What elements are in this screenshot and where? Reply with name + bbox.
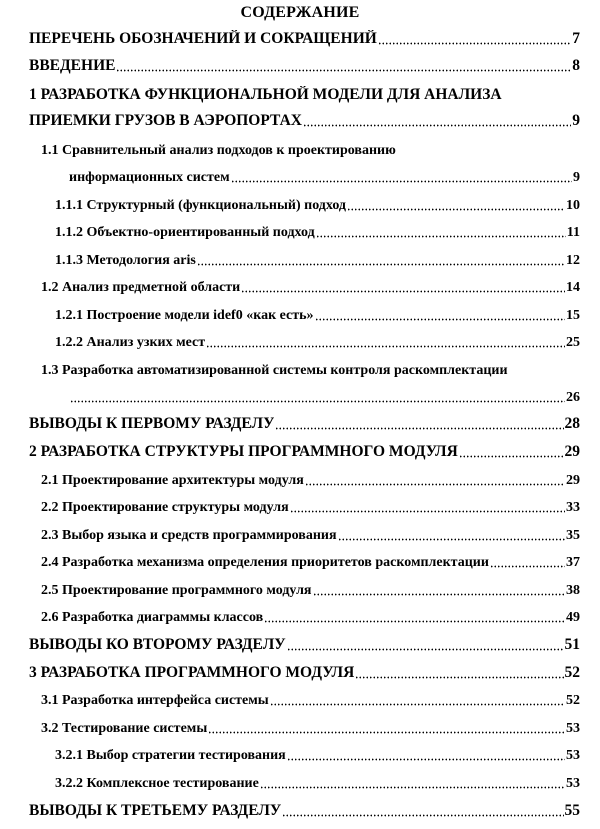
toc-entry[interactable] [55, 331, 580, 351]
toc-entry-label: 3.2.2 Комплексное тестирование [55, 776, 259, 791]
dot-leader [275, 418, 563, 430]
dot-leader [378, 33, 571, 45]
toc-entry[interactable] [41, 551, 580, 571]
toc-entry-page: 53 [566, 748, 580, 763]
toc-entry[interactable] [41, 717, 580, 737]
toc-entry-page: 29 [564, 443, 580, 460]
dot-leader [287, 639, 564, 651]
toc-entry-label: ВЫВОДЫ КО ВТОРОМУ РАЗДЕЛУ [29, 636, 286, 653]
toc-entry-page: 7 [572, 30, 580, 47]
dot-leader [70, 391, 565, 403]
toc-entry-first-line[interactable] [41, 359, 580, 379]
dot-leader [338, 529, 565, 541]
dot-leader [116, 60, 571, 72]
toc-entry[interactable] [55, 221, 580, 241]
dot-leader [355, 667, 563, 679]
toc-entry-page: 49 [566, 610, 580, 625]
toc-entry-page: 9 [573, 170, 580, 185]
toc-entry[interactable] [55, 249, 580, 269]
toc-entry-page: 15 [566, 308, 580, 323]
toc-entry-page: 9 [572, 112, 580, 129]
dot-leader [241, 281, 565, 293]
dot-leader [260, 777, 565, 789]
dot-leader [264, 611, 565, 623]
toc-entry-label-line1: 1.3 Разработка автоматизированной системы контроля раскомплектации [41, 363, 508, 378]
toc-entry-label: ВЫВОДЫ К ТРЕТЬЕМУ РАЗДЕЛУ [29, 802, 282, 819]
dot-leader [287, 749, 565, 761]
toc-entry-page: 10 [566, 198, 580, 213]
toc-entry-label: 3.1 Разработка интерфейса системы [41, 693, 269, 708]
toc-entry-label: 1.2 Анализ предметной области [41, 280, 241, 295]
toc-entry-page: 29 [566, 473, 580, 488]
toc-entry-page: 53 [566, 721, 580, 736]
dot-leader [282, 805, 563, 817]
toc-entry-page: 28 [564, 415, 580, 432]
toc-entry-page: 55 [564, 802, 580, 819]
toc-entry-label: информационных систем [69, 170, 230, 185]
toc-entry-label: ПРИЕМКИ ГРУЗОВ В АЭРОПОРТАХ [29, 112, 302, 129]
toc-entry-label: 2.3 Выбор языка и средств программирования [41, 528, 337, 543]
toc-entry[interactable] [55, 744, 580, 764]
toc-entry[interactable] [29, 662, 580, 682]
dot-leader [290, 501, 565, 513]
toc-entry[interactable] [55, 772, 580, 792]
toc-entry[interactable] [29, 413, 580, 433]
toc-entry-page: 26 [566, 390, 580, 405]
dot-leader [206, 336, 565, 348]
toc-entry-label: 1.2.1 Построение модели idef0 «как есть» [55, 308, 314, 323]
toc-entry[interactable] [69, 386, 580, 406]
toc-entry-label: 3 РАЗРАБОТКА ПРОГРАММНОГО МОДУЛЯ [29, 664, 355, 681]
toc-entry[interactable] [41, 579, 580, 599]
toc-entry-first-line[interactable] [41, 139, 580, 159]
dot-leader [197, 254, 565, 266]
toc-entry-label: 3.2 Тестирование системы [41, 721, 208, 736]
toc-entry[interactable] [41, 276, 580, 296]
toc-entry[interactable] [29, 28, 580, 48]
toc-entry-label-line1: 1.1 Сравнительный анализ подходов к проектированию [41, 143, 396, 158]
toc-entry-page: 52 [564, 664, 580, 681]
toc-entry[interactable] [29, 800, 580, 820]
toc-entry-label: 1.1.2 Объектно-ориентированный подход [55, 225, 315, 240]
toc-entry[interactable] [29, 110, 580, 130]
toc-entry-label: 2.5 Проектирование программного модуля [41, 583, 312, 598]
dot-leader [490, 556, 565, 568]
toc-entry[interactable] [29, 55, 580, 75]
toc-entry-label: 3.2.1 Выбор стратегии тестирования [55, 748, 286, 763]
toc-entry-page: 25 [566, 335, 580, 350]
toc-title: СОДЕРЖАНИЕ [240, 4, 360, 21]
toc-entry[interactable] [41, 524, 580, 544]
dot-leader [316, 226, 566, 238]
toc-entry-label: 1.1.1 Структурный (функциональный) подход [55, 198, 347, 213]
toc-entry-page: 8 [572, 57, 580, 74]
toc-entry[interactable] [29, 634, 580, 654]
dot-leader [303, 115, 571, 127]
toc-entry-page: 33 [566, 500, 580, 515]
toc-entry-page: 35 [566, 528, 580, 543]
toc-entry-label: ВЫВОДЫ К ПЕРВОМУ РАЗДЕЛУ [29, 415, 275, 432]
toc-entry-page: 12 [566, 253, 580, 268]
toc-entry-page: 53 [566, 776, 580, 791]
toc-entry[interactable] [41, 606, 580, 626]
dot-leader [315, 309, 565, 321]
toc-entry-label-line1: 1 РАЗРАБОТКА ФУНКЦИОНАЛЬНОЙ МОДЕЛИ ДЛЯ АНАЛИЗА [29, 86, 502, 103]
dot-leader [347, 199, 565, 211]
toc-entry-label: 2.4 Разработка механизма определения приоритетов раскомплектации [41, 555, 489, 570]
toc-entry-page: 51 [564, 636, 580, 653]
toc-entry[interactable] [41, 496, 580, 516]
dot-leader [313, 584, 566, 596]
toc-entry-page: 37 [566, 555, 580, 570]
toc-entry[interactable] [55, 194, 580, 214]
toc-entry-label: 2 РАЗРАБОТКА СТРУКТУРЫ ПРОГРАММНОГО МОДУЛЯ [29, 443, 458, 460]
toc-entry-first-line[interactable] [29, 84, 580, 104]
toc-entry-page: 11 [566, 225, 580, 240]
toc-entry[interactable] [69, 166, 580, 186]
toc-entry[interactable] [41, 689, 580, 709]
dot-leader [231, 171, 572, 183]
toc-entry-label: ПЕРЕЧЕНЬ ОБОЗНАЧЕНИЙ И СОКРАЩЕНИЙ [29, 30, 377, 47]
toc-entry-page: 14 [566, 280, 580, 295]
toc-entry-page: 38 [566, 583, 580, 598]
dot-leader [305, 474, 565, 486]
toc-entry[interactable] [29, 441, 580, 461]
toc-entry-label: 1.1.3 Методология aris [55, 253, 196, 268]
toc-entry-label: 2.1 Проектирование архитектуры модуля [41, 473, 304, 488]
dot-leader [208, 722, 565, 734]
toc-entry-label: 2.6 Разработка диаграммы классов [41, 610, 264, 625]
dot-leader [459, 446, 564, 458]
dot-leader [270, 694, 565, 706]
toc-entry[interactable] [41, 469, 580, 489]
toc-entry-label: 2.2 Проектирование структуры модуля [41, 500, 289, 515]
toc-entry[interactable] [55, 304, 580, 324]
toc-entry-label: ВВЕДЕНИЕ [29, 57, 116, 74]
toc-entry-page: 52 [566, 693, 580, 708]
toc-entry-label: 1.2.2 Анализ узких мест [55, 335, 206, 350]
